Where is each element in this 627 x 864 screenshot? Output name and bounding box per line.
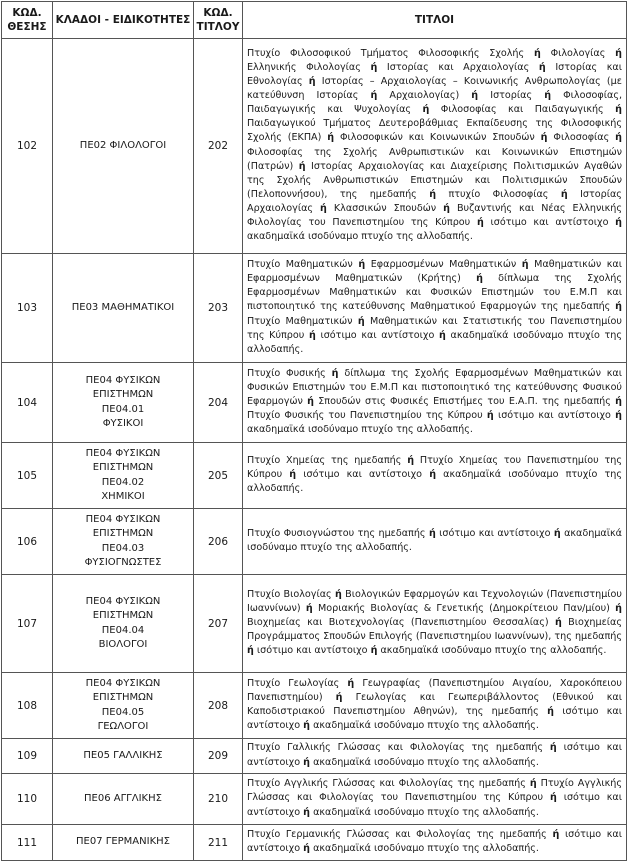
table-row — [2, 254, 627, 363]
header-branches: ΚΛΑΔΟΙ - ΕΙΔΙΚΟΤΗΤΕΣ — [53, 2, 194, 39]
header-position-code — [2, 2, 53, 39]
table-row — [2, 673, 627, 739]
titles-cell: Πτυχίο Αγγλικής Γλώσσας και Φιλολογίας της ημεδαπής ή Πτυχίο Αγγλικής Γλώσσας και Φιλολογίας του Πανεπιστημίου της Κύπρου ή ισότιμο και αντίστοιχο ή ακαδημαϊκά ισοδύναμο πτυχίο της αλλοδαπής. — [243, 774, 627, 825]
table-row — [2, 39, 627, 254]
branch-line: ΧΗΜΙΚΟΙ — [101, 490, 145, 502]
title-code-cell: 203 — [194, 254, 243, 363]
branch-line: ΠΕ04 ΦΥΣΙΚΩΝ — [85, 375, 161, 387]
branch-line: ΠΕ07 ΓΕΡΜΑΝΙΚΗΣ — [76, 836, 170, 848]
branch-cell — [53, 739, 194, 774]
table-row — [2, 825, 627, 861]
titles-cell: Πτυχίο Χημείας της ημεδαπής ή Πτυχίο Χημείας του Πανεπιστημίου της Κύπρου ή ισότιμο και αντίστοιχο ή ακαδημαϊκά ισοδύναμο πτυχίο της αλλοδαπής. — [243, 443, 627, 509]
title-code-cell: 211 — [194, 825, 243, 861]
titles-cell: Πτυχίο Γεωλογίας ή Γεωγραφίας (Πανεπιστημίου Αιγαίου, Χαροκόπειου Πανεπιστημίου) ή Γεωλογίας και Γεωπεριβάλλοντος (Εθνικού και Καποδιστριακού Πανεπιστημίου Αθηνών), της ημεδαπής ή ισότιμο και αντίστοιχο ή ακαδημαϊκά ισοδύναμο πτυχίο της αλλοδαπής. — [243, 673, 627, 739]
title-code-cell: 204 — [194, 363, 243, 443]
branch-line: ΦΥΣΙΟΓΝΩΣΤΕΣ — [84, 556, 162, 568]
titles-cell: Πτυχίο Μαθηματικών ή Εφαρμοσμένων Μαθηματικών ή Μαθηματικών και Εφαρμοσμένων Μαθηματικών (Κρήτης) ή δίπλωμα της Σχολής Εφαρμοσμένων Μαθηματικών και Φυσικών Επιστημών του Ε.Μ.Π και πιστοποιητικό της κατεύθυνσης Μαθηματικού Εφαρμογών της ημεδαπής ή Πτυχίο Μαθηματικών ή Μαθηματικών και Στατιστικής του Πανεπιστημίου της Κύπρου ή ισότιμο και αντίστοιχο ή ακαδημαϊκά ισοδύναμο πτυχίο της αλλοδαπής. — [243, 254, 627, 363]
header-title-code-line2: ΤΙΤΛΟΥ — [196, 21, 240, 33]
branch-line: ΠΕ04.04 — [101, 624, 145, 636]
table-row — [2, 739, 627, 774]
branch-cell — [53, 254, 194, 363]
title-code-cell: 209 — [194, 739, 243, 774]
branch-line: ΠΕ04.03 — [101, 542, 145, 554]
title-code-cell: 210 — [194, 774, 243, 825]
branch-line: ΠΕ05 ΓΑΛΛΙΚΗΣ — [83, 749, 163, 761]
branch-line: ΠΕ04 ΦΥΣΙΚΩΝ — [85, 596, 161, 608]
header-position-code-line1: ΚΩΔ. — [12, 7, 42, 19]
branch-line: ΠΕ02 ΦΙΛΟΛΟΓΟΙ — [79, 139, 167, 151]
titles-cell: Πτυχίο Φιλοσοφικού Τμήματος Φιλοσοφικής Σχολής ή Φιλολογίας ή Ελληνικής Φιλολογίας ή Ιστορίας και Αρχαιολογίας ή Ιστορίας και Εθνολογίας ή Ιστορίας – Αρχαιολογίας – Κοινωνικής Ανθρωπολογίας (με κατεύθυνση Ιστορίας ή Αρχαιολογίας) ή Ιστορίας ή Φιλοσοφίας, Παιδαγωγικής και Ψυχολογίας ή Φιλοσοφίας και Παιδαγωγικής ή Παιδαγωγικού Τμήματος Δευτεροβάθμιας Εκπαίδευσης της Φιλοσοφικής Σχολής (ΕΚΠΑ) ή Φιλοσοφικών και Κοινωνικών Σπουδών ή Φιλοσοφίας ή Φιλοσοφίας της Σχολής Ανθρωπιστικών και Κοινωνικών Επιστημών (Πατρών) ή Ιστορίας Αρχαιολογίας και Διαχείρισης Πολιτισμικών Αγαθών της Σχολής Ανθρωπιστικών Επιστημών και Πολιτισμικών Σπουδών (Πελοποννήσου), της ημεδαπής ή πτυχίο Φιλοσοφίας ή Ιστορίας Αρχαιολογίας ή Κλασσικών Σπουδών ή Βυζαντινής και Νέας Ελληνικής Φιλολογίας του Πανεπιστημίου της Κύπρου ή ισότιμο και αντίστοιχο ή ακαδημαϊκά ισοδύναμο πτυχίο της αλλοδαπής. — [243, 39, 627, 254]
branch-cell — [53, 363, 194, 443]
header-position-code-line2: ΘΕΣΗΣ — [7, 21, 47, 33]
header-row — [2, 2, 627, 39]
position-code-cell: 109 — [2, 739, 53, 774]
titles-cell: Πτυχίο Γερμανικής Γλώσσας και Φιλολογίας της ημεδαπής ή ισότιμο και αντίστοιχο ή ακαδημαϊκά ισοδύναμο πτυχίο της αλλοδαπής. — [243, 825, 627, 861]
branch-cell — [53, 39, 194, 254]
titles-cell: Πτυχίο Βιολογίας ή Βιολογικών Εφαρμογών και Τεχνολογιών (Πανεπιστημίου Ιωαννίνων) ή Μοριακής Βιολογίας & Γενετικής (Δημοκρίτειου Παν/μίου) ή Βιοχημείας και Βιοτεχνολογίας (Πανεπιστημίου Θεσσαλίας) ή Βιοχημείας Προγράμματος Σπουδών Επιλογής (Πανεπιστημίου Ιωαννίνων), της ημεδαπής ή ισότιμο και αντίστοιχο ή ακαδημαϊκά ισοδύναμο πτυχίο της αλλοδαπής. — [243, 575, 627, 673]
table-row — [2, 774, 627, 825]
branch-cell — [53, 825, 194, 861]
header-title-code-line1: ΚΩΔ. — [203, 7, 233, 19]
table-row — [2, 363, 627, 443]
branch-line: ΠΕ04.05 — [101, 706, 145, 718]
branch-line: ΕΠΙΣΤΗΜΩΝ — [92, 528, 154, 540]
branch-line: ΠΕ04.01 — [101, 403, 145, 415]
branch-line: ΕΠΙΣΤΗΜΩΝ — [92, 692, 154, 704]
branch-line: ΕΠΙΣΤΗΜΩΝ — [92, 462, 154, 474]
qualifications-table — [1, 1, 627, 861]
position-code-cell: 111 — [2, 825, 53, 861]
titles-cell: Πτυχίο Γαλλικής Γλώσσας και Φιλολογίας της ημεδαπής ή ισότιμο και αντίστοιχο ή ακαδημαϊκά ισοδύναμο πτυχίο της αλλοδαπής. — [243, 739, 627, 774]
position-code-cell: 104 — [2, 363, 53, 443]
branch-cell — [53, 575, 194, 673]
title-code-cell: 207 — [194, 575, 243, 673]
branch-cell — [53, 509, 194, 575]
table-row — [2, 575, 627, 673]
branch-line: ΠΕ04.02 — [101, 476, 145, 488]
title-code-cell: 208 — [194, 673, 243, 739]
branch-line: ΠΕ03 ΜΑΘΗΜΑΤΙΚΟΙ — [71, 301, 175, 313]
branch-line: ΓΕΩΛΟΓΟΙ — [97, 720, 149, 732]
branch-line: ΕΠΙΣΤΗΜΩΝ — [92, 610, 154, 622]
position-code-cell: 102 — [2, 39, 53, 254]
titles-cell: Πτυχίο Φυσιογνώστου της ημεδαπής ή ισότιμο και αντίστοιχο ή ακαδημαϊκά ισοδύναμο πτυχίο της αλλοδαπής. — [243, 509, 627, 575]
position-code-cell: 103 — [2, 254, 53, 363]
title-code-cell: 202 — [194, 39, 243, 254]
position-code-cell: 105 — [2, 443, 53, 509]
table-row — [2, 443, 627, 509]
table-row — [2, 509, 627, 575]
branch-cell — [53, 774, 194, 825]
position-code-cell: 108 — [2, 673, 53, 739]
branch-line: ΕΠΙΣΤΗΜΩΝ — [92, 389, 154, 401]
branch-cell — [53, 673, 194, 739]
branch-line: ΒΙΟΛΟΓΟΙ — [98, 638, 148, 650]
branch-line: ΠΕ04 ΦΥΣΙΚΩΝ — [85, 678, 161, 690]
position-code-cell: 107 — [2, 575, 53, 673]
table-body — [2, 39, 627, 861]
header-titles: ΤΙΤΛΟΙ — [243, 2, 627, 39]
position-code-cell: 110 — [2, 774, 53, 825]
title-code-cell: 206 — [194, 509, 243, 575]
branch-line: ΠΕ06 ΑΓΓΛΙΚΗΣ — [84, 792, 162, 804]
branch-line: ΦΥΣΙΚΟΙ — [102, 417, 144, 429]
branch-cell — [53, 443, 194, 509]
position-code-cell: 106 — [2, 509, 53, 575]
branch-line: ΠΕ04 ΦΥΣΙΚΩΝ — [85, 514, 161, 526]
titles-cell: Πτυχίο Φυσικής ή δίπλωμα της Σχολής Εφαρμοσμένων Μαθηματικών και Φυσικών Επιστημών του Ε.Μ.Π και πιστοποιητικό της κατεύθυνσης Φυσικού Εφαρμογών ή Σπουδών στις Φυσικές Επιστήμες του Ε.Α.Π. της ημεδαπής ή Πτυχίο Φυσικής του Πανεπιστημίου της Κύπρου ή ισότιμο και αντίστοιχο ή ακαδημαϊκά ισοδύναμο πτυχίο της αλλοδαπής. — [243, 363, 627, 443]
title-code-cell: 205 — [194, 443, 243, 509]
header-title-code — [194, 2, 243, 39]
branch-line: ΠΕ04 ΦΥΣΙΚΩΝ — [85, 448, 161, 460]
